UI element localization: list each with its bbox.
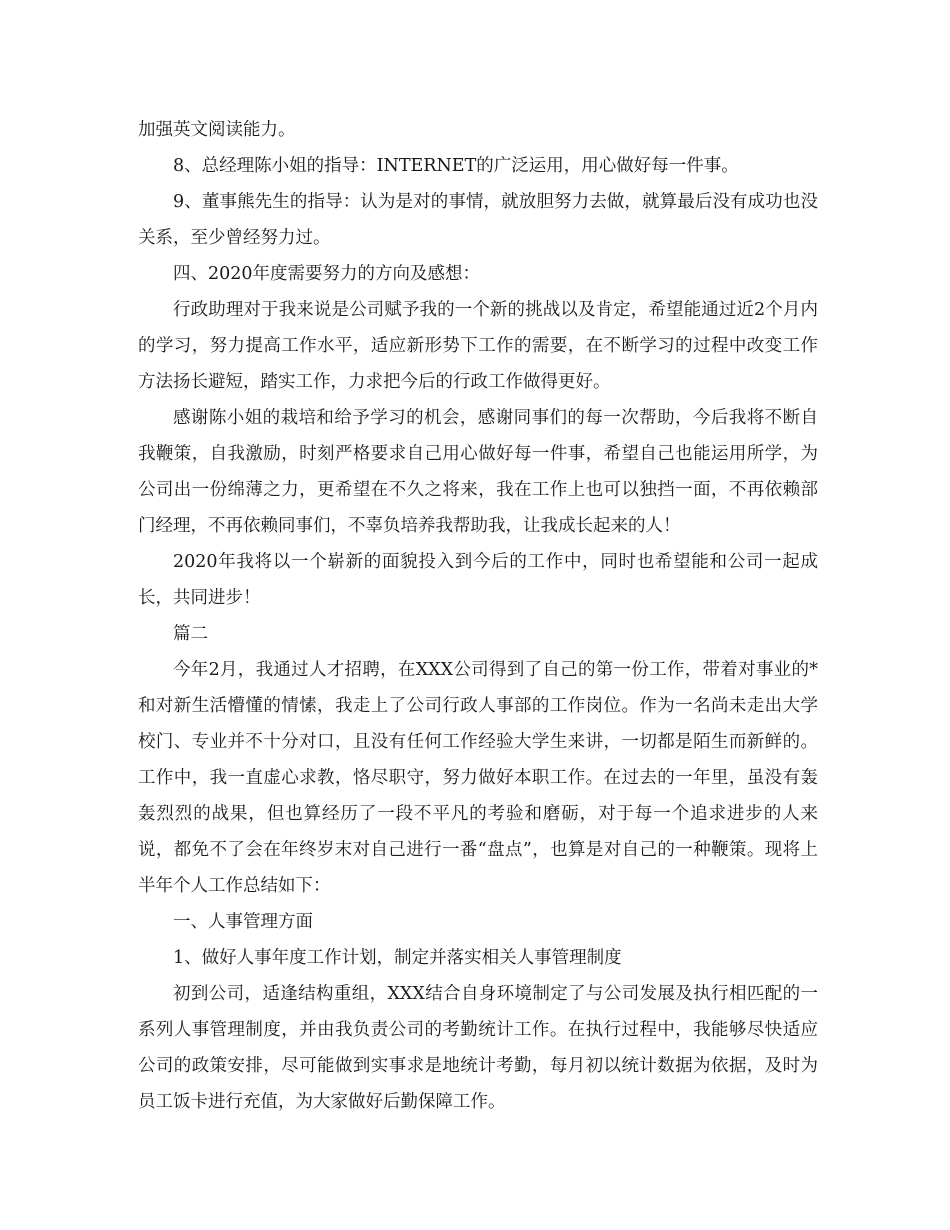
document-body (138, 112, 818, 1120)
paragraph-1: 加强英文阅读能力。 (138, 120, 296, 140)
section-heading-hr: 一、人事管理方面 (173, 912, 313, 932)
paragraph-2: 8、总经理陈小姐的指导：INTERNET的广泛运用，用心做好每一件事。 (173, 156, 739, 176)
part-heading-2: 篇二 (173, 624, 208, 644)
paragraph-6: 感谢陈小姐的栽培和给予学习的机会，感谢同事们的每一次帮助，今后我将不断自我鞭策，自我激励，时刻严格要求自己用心做好每一件事，希望自己也能运用所学，为公司出一份绵薄之力，更希望在不久之将来，我在工作上也可以独挡一面，不再依赖部门经理，不再依赖同事们，不辜负培养我帮助我，让我成长起来的人！ (138, 408, 818, 536)
paragraph-9: 今年2月，我通过人才招聘，在XXX公司得到了自己的第一份工作，带着对事业的*和对新生活懵懂的情愫，我走上了公司行政人事部的工作岗位。作为一名尚未走出大学校门、专业并不十分对口，且没有任何工作经验大学生来讲，一切都是陌生而新鲜的。工作中，我一直虚心求教，恪尽职守，努力做好本职工作。在过去的一年里，虽没有轰轰烈烈的战果，但也算经历了一段不平凡的考验和磨砺，对于每一个追求进步的人来说，都免不了会在年终岁末对自己进行一番“盘点”，也算是对自己的一种鞭策。现将上半年个人工作总结如下： (138, 660, 818, 896)
paragraph-3: 9、董事熊先生的指导：认为是对的事情，就放胆努力去做，就算最后没有成功也没关系，至少曾经努力过。 (138, 192, 818, 248)
paragraph-7: 2020年我将以一个崭新的面貌投入到今后的工作中，同时也希望能和公司一起成长，共同进步！ (138, 552, 818, 608)
paragraph-5: 行政助理对于我来说是公司赋予我的一个新的挑战以及肯定，希望能通过近2个月内的学习，努力提高工作水平，适应新形势下工作的需要，在不断学习的过程中改变工作方法扬长避短，踏实工作，力求把今后的行政工作做得更好。 (138, 300, 818, 392)
section-heading-4: 四、2020年度需要努力的方向及感想： (173, 264, 481, 284)
paragraph-12: 初到公司，适逢结构重组，XXX结合自身环境制定了与公司发展及执行相匹配的一系列人事管理制度，并由我负责公司的考勤统计工作。在执行过程中，我能够尽快适应公司的政策安排，尽可能做到实事求是地统计考勤，每月初以统计数据为依据，及时为员工饭卡进行充值，为大家做好后勤保障工作。 (138, 984, 818, 1112)
subheading-1: 1、做好人事年度工作计划，制定并落实相关人事管理制度 (173, 948, 622, 968)
